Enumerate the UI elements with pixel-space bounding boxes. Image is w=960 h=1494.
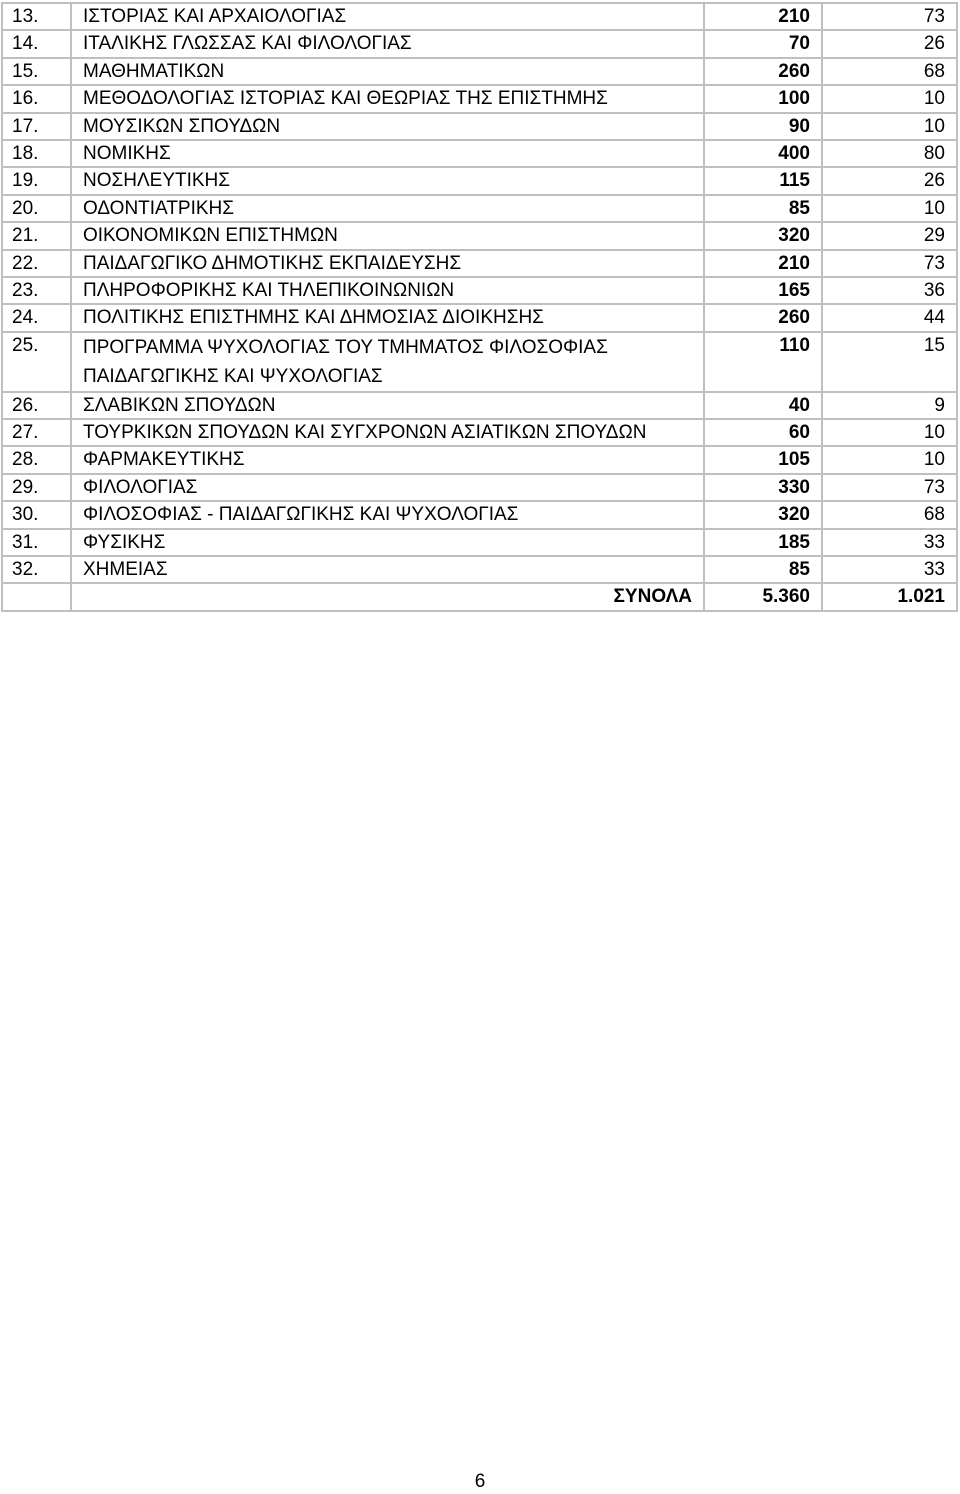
table-row [2,3,957,30]
table-row [2,167,957,194]
table-row [2,556,957,583]
table-row [2,140,957,167]
value-b: 68 [822,501,957,528]
value-a: 210 [704,250,822,277]
value-b: 73 [822,250,957,277]
value-a: 40 [704,392,822,419]
table-row [2,529,957,556]
value-a: 100 [704,85,822,112]
row-number: 14. [2,30,71,57]
value-a: 115 [704,167,822,194]
value-b: 26 [822,30,957,57]
department-name: ΙΤΑΛΙΚΗΣ ΓΛΩΣΣΑΣ ΚΑΙ ΦΙΛΟΛΟΓΙΑΣ [71,30,704,57]
department-name: ΦΙΛΟΛΟΓΙΑΣ [71,474,704,501]
value-b: 15 [822,332,957,392]
table-row [2,332,957,392]
row-number: 28. [2,446,71,473]
row-number: 29. [2,474,71,501]
department-name: ΜΕΘΟΔΟΛΟΓΙΑΣ ΙΣΤΟΡΙΑΣ ΚΑΙ ΘΕΩΡΙΑΣ ΤΗΣ ΕΠΙΣΤΗΜΗΣ [71,85,704,112]
value-a: 320 [704,501,822,528]
table-row [2,277,957,304]
value-b: 73 [822,3,957,30]
value-b: 73 [822,474,957,501]
value-b: 10 [822,446,957,473]
row-number: 21. [2,222,71,249]
department-name: ΠΡΟΓΡΑΜΜΑ ΨΥΧΟΛΟΓΙΑΣ ΤΟΥ ΤΜΗΜΑΤΟΣ ΦΙΛΟΣΟΦΙΑΣ ΠΑΙΔΑΓΩΓΙΚΗΣ ΚΑΙ ΨΥΧΟΛΟΓΙΑΣ [71,332,704,392]
value-b: 10 [822,195,957,222]
row-number: 27. [2,419,71,446]
table-row [2,446,957,473]
department-name: ΠΛΗΡΟΦΟΡΙΚΗΣ ΚΑΙ ΤΗΛΕΠΙΚΟΙΝΩΝΙΩΝ [71,277,704,304]
table-row [2,392,957,419]
total-label: ΣΥΝΟΛΑ [71,583,704,610]
value-b: 10 [822,419,957,446]
value-b: 33 [822,529,957,556]
row-number: 23. [2,277,71,304]
department-name: ΙΣΤΟΡΙΑΣ ΚΑΙ ΑΡΧΑΙΟΛΟΓΙΑΣ [71,3,704,30]
row-number: 18. [2,140,71,167]
row-number: 13. [2,3,71,30]
value-a: 210 [704,3,822,30]
value-b: 10 [822,113,957,140]
table-row [2,501,957,528]
department-name: ΜΑΘΗΜΑΤΙΚΩΝ [71,58,704,85]
department-name: ΦΑΡΜΑΚΕΥΤΙΚΗΣ [71,446,704,473]
value-a: 260 [704,304,822,331]
department-name: ΝΟΜΙΚΗΣ [71,140,704,167]
value-a: 330 [704,474,822,501]
table-row [2,58,957,85]
value-a: 320 [704,222,822,249]
row-number: 15. [2,58,71,85]
table-row [2,250,957,277]
total-value-a: 5.360 [704,583,822,610]
table-row [2,85,957,112]
row-number: 31. [2,529,71,556]
row-number: 32. [2,556,71,583]
value-a: 70 [704,30,822,57]
row-number: 22. [2,250,71,277]
value-b: 9 [822,392,957,419]
department-name: ΤΟΥΡΚΙΚΩΝ ΣΠΟΥΔΩΝ ΚΑΙ ΣΥΓΧΡΟΝΩΝ ΑΣΙΑΤΙΚΩΝ ΣΠΟΥΔΩΝ [71,419,704,446]
department-name: ΦΥΣΙΚΗΣ [71,529,704,556]
row-number: 25. [2,332,71,392]
total-empty-cell [2,583,71,610]
page-number: 6 [474,1471,486,1492]
value-b: 36 [822,277,957,304]
value-b: 33 [822,556,957,583]
total-value-b: 1.021 [822,583,957,610]
value-b: 10 [822,85,957,112]
row-number: 30. [2,501,71,528]
value-a: 85 [704,195,822,222]
value-a: 260 [704,58,822,85]
departments-table [1,2,958,612]
value-a: 400 [704,140,822,167]
value-b: 44 [822,304,957,331]
department-name: ΧΗΜΕΙΑΣ [71,556,704,583]
table-row [2,419,957,446]
department-name: ΟΔΟΝΤΙΑΤΡΙΚΗΣ [71,195,704,222]
department-name: ΦΙΛΟΣΟΦΙΑΣ - ΠΑΙΔΑΓΩΓΙΚΗΣ ΚΑΙ ΨΥΧΟΛΟΓΙΑΣ [71,501,704,528]
table-row [2,474,957,501]
value-a: 165 [704,277,822,304]
value-b: 29 [822,222,957,249]
total-row [2,583,957,610]
department-name: ΣΛΑΒΙΚΩΝ ΣΠΟΥΔΩΝ [71,392,704,419]
department-name: ΠΟΛΙΤΙΚΗΣ ΕΠΙΣΤΗΜΗΣ ΚΑΙ ΔΗΜΟΣΙΑΣ ΔΙΟΙΚΗΣΗΣ [71,304,704,331]
row-number: 19. [2,167,71,194]
table-row [2,222,957,249]
row-number: 16. [2,85,71,112]
department-name: ΜΟΥΣΙΚΩΝ ΣΠΟΥΔΩΝ [71,113,704,140]
row-number: 24. [2,304,71,331]
value-a: 185 [704,529,822,556]
value-a: 85 [704,556,822,583]
table-row [2,30,957,57]
value-b: 26 [822,167,957,194]
value-a: 110 [704,332,822,392]
row-number: 26. [2,392,71,419]
row-number: 20. [2,195,71,222]
value-a: 105 [704,446,822,473]
value-a: 90 [704,113,822,140]
table-row [2,195,957,222]
department-name: ΠΑΙΔΑΓΩΓΙΚΟ ΔΗΜΟΤΙΚΗΣ ΕΚΠΑΙΔΕΥΣΗΣ [71,250,704,277]
table-body [2,3,957,611]
department-name: ΝΟΣΗΛΕΥΤΙΚΗΣ [71,167,704,194]
department-name: ΟΙΚΟΝΟΜΙΚΩΝ ΕΠΙΣΤΗΜΩΝ [71,222,704,249]
table-row [2,113,957,140]
row-number: 17. [2,113,71,140]
table-row [2,304,957,331]
value-a: 60 [704,419,822,446]
value-b: 80 [822,140,957,167]
value-b: 68 [822,58,957,85]
